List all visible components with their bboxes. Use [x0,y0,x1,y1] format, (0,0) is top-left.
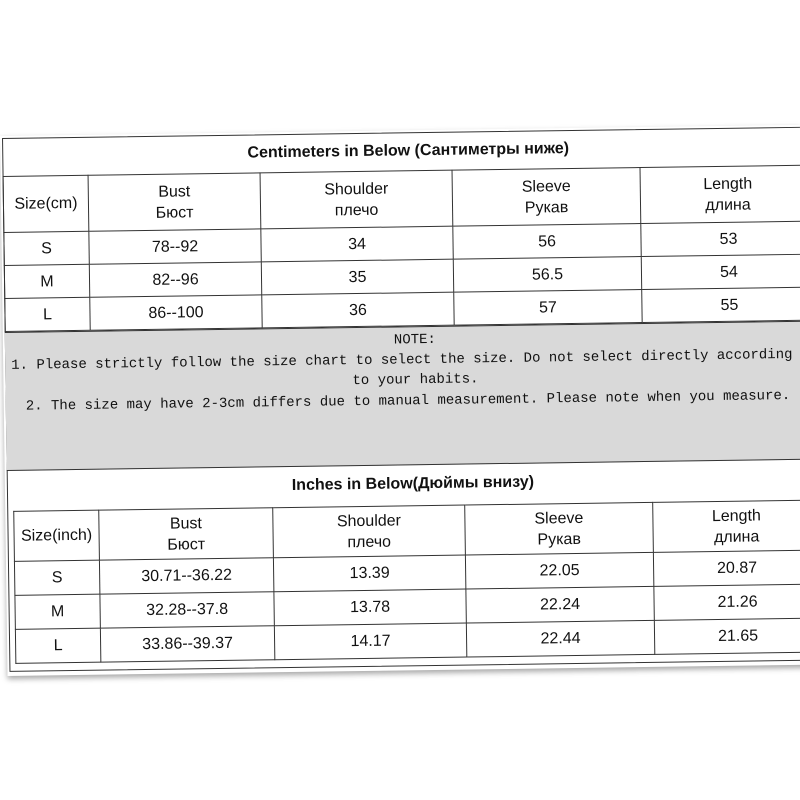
inch-cell-length: 20.87 [653,550,800,586]
inch-cell-sleeve: 22.05 [465,552,653,589]
inch-header-shoulder: Shoulder плечо [273,505,466,558]
cm-cell-length: 55 [642,287,800,322]
inch-cell-bust: 33.86--39.37 [100,626,274,662]
inch-cell-shoulder: 13.78 [274,589,466,626]
inch-cell-length: 21.26 [654,584,800,620]
inch-cell-size: L [15,628,100,663]
inch-header-length: Length длина [653,500,800,552]
cm-size-table [3,165,800,332]
cm-section [2,127,800,332]
cm-header-size: Size(cm) [3,175,89,232]
note-line-2: 2. The size may have 2-3cm differs due to manual measurement. Please note when you measure. [25,387,791,415]
cm-cell-size: L [5,297,90,331]
note-line-1: 1. Please strictly follow the size chart to select the size. Do not select directly according [11,346,793,374]
cm-cell-bust: 82--96 [89,262,261,297]
inch-cell-bust: 30.71--36.22 [99,558,273,594]
cm-table-title: Centimeters in Below (Сантиметры ниже) [247,140,570,162]
cm-header-length: Length длина [640,165,800,223]
cm-header-shoulder: Shoulder плечо [260,170,453,229]
inch-header-size: Size(inch) [14,510,100,561]
inch-cell-size: S [14,560,99,595]
inch-table-title: Inches in Below(Дюймы внизу) [291,473,535,494]
cm-cell-length: 53 [641,221,800,256]
cm-cell-bust: 86--100 [90,295,262,330]
inch-cell-length: 21.65 [654,618,800,654]
cm-cell-size: M [4,264,89,298]
inch-cell-sleeve: 22.24 [466,586,654,623]
inch-cell-size: M [15,594,100,629]
inch-cell-sleeve: 22.44 [466,620,654,657]
note-block [5,321,800,471]
inch-header-sleeve: Sleeve Рукав [465,502,654,555]
size-chart-sheet [0,125,800,676]
note-heading: NOTE: [393,331,437,349]
inch-cell-bust: 32.28--37.8 [100,592,274,628]
cm-header-bust: Bust Бюст [88,173,261,231]
inch-cell-shoulder: 14.17 [274,623,466,660]
cm-header-sleeve: Sleeve Рукав [452,168,641,227]
cm-cell-shoulder: 36 [262,292,454,328]
note-line-1-continued: to your habits. [352,371,479,390]
cm-cell-sleeve: 56.5 [453,257,641,293]
cm-cell-shoulder: 35 [261,259,453,295]
inch-size-table [13,500,800,664]
cm-cell-shoulder: 34 [261,226,453,262]
cm-cell-bust: 78--92 [89,229,261,264]
inch-cell-shoulder: 13.39 [273,555,465,592]
inch-header-bust: Bust Бюст [99,508,274,560]
inch-section [7,460,800,671]
cm-cell-size: S [4,231,89,265]
cm-cell-sleeve: 57 [454,290,642,326]
cm-cell-length: 54 [641,254,800,289]
cm-cell-sleeve: 56 [453,224,641,260]
